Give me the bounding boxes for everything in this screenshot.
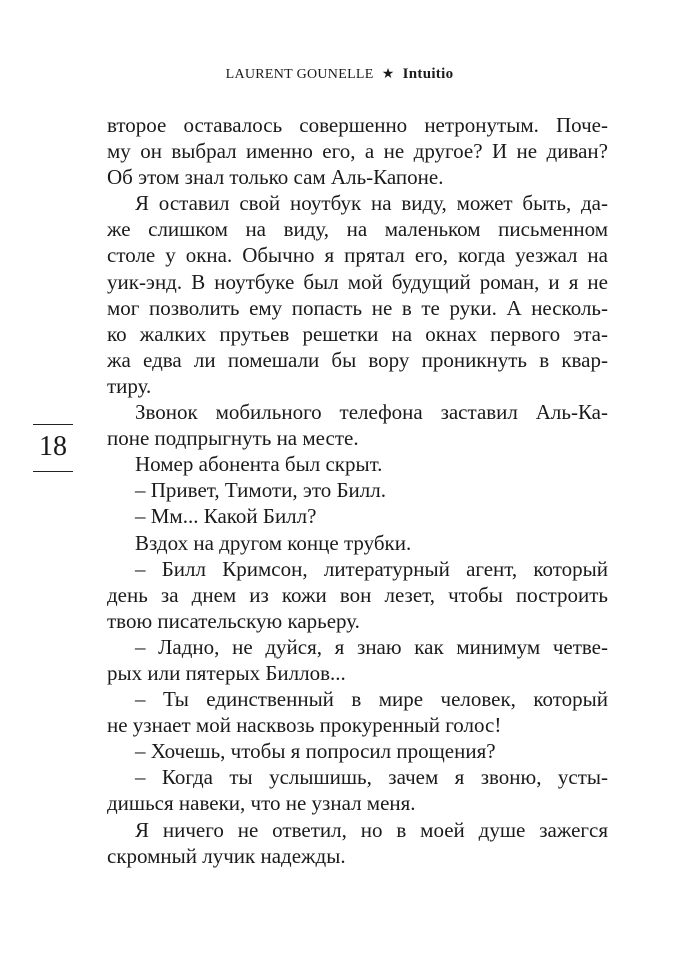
- text-line: второе оставалось совершенно нетронутым. Поче-: [107, 113, 608, 137]
- header-author: LAURENT GOUNELLE: [225, 67, 374, 82]
- star-icon: ★: [381, 67, 395, 82]
- text-line: му он выбрал именно его, а не другое? И не диван?: [107, 139, 608, 164]
- text-line: рых или пятерых Биллов...: [107, 660, 346, 685]
- text-line: Я оставил свой ноутбук на виду, может быть, да-: [135, 191, 608, 216]
- text-line: ко жалких прутьев решетки на окнах первого эта-: [107, 321, 608, 346]
- text-line: же слишком на виду, на маленьком письменном: [107, 217, 608, 242]
- text-line: Я ничего не ответил, но в моей душе зажегся: [135, 817, 608, 842]
- text-line: – Привет, Тимоти, это Билл.: [135, 478, 387, 503]
- text-line: – Хочешь, чтобы я попросил прощения?: [135, 739, 496, 764]
- text-line: Звонок мобильного телефона заставил Аль-Ка-: [135, 400, 608, 425]
- text-line: не узнает мой насквозь прокуренный голос!: [107, 713, 502, 738]
- text-line: поне подпрыгнуть на месте.: [107, 426, 359, 451]
- running-header: [0, 66, 679, 83]
- text-line: день за днем из кожи вон лезет, чтобы построить: [107, 582, 608, 607]
- text-line: Номер абонента был скрыт.: [135, 452, 383, 477]
- body-text: [107, 112, 608, 869]
- text-line: – Билл Кримсон, литературный агент, который: [135, 556, 608, 581]
- text-line: Вздох на другом конце трубки.: [135, 530, 412, 555]
- text-line: – Когда ты услышишь, зачем я звоню, усты-: [135, 765, 608, 790]
- text-line: столе у окна. Обычно я прятал его, когда уезжал на: [107, 243, 608, 268]
- text-line: твою писательскую карьеру.: [107, 608, 360, 633]
- text-line: – Мм... Какой Билл?: [135, 504, 317, 529]
- text-line: дишься навеки, что не узнал меня.: [107, 791, 416, 816]
- text-line: Об этом знал только сам Аль-Капоне.: [107, 165, 444, 190]
- text-line: мог позволить ему попасть не в те руки. А несколь-: [107, 295, 608, 320]
- page-number: 18: [33, 424, 73, 472]
- text-line: – Ты единственный в мире человек, который: [135, 687, 608, 712]
- text-line: жа едва ли помешали бы вору проникнуть в квар-: [107, 347, 608, 372]
- text-line: – Ладно, не дуйся, я знаю как минимум четве-: [135, 634, 608, 659]
- text-line: уик-энд. В ноутбуке был мой будущий роман, и я не: [107, 269, 608, 294]
- text-line: тиру.: [107, 373, 152, 398]
- text-line: скромный лучик надежды.: [107, 843, 346, 868]
- header-book-title: Intuitio: [402, 66, 454, 82]
